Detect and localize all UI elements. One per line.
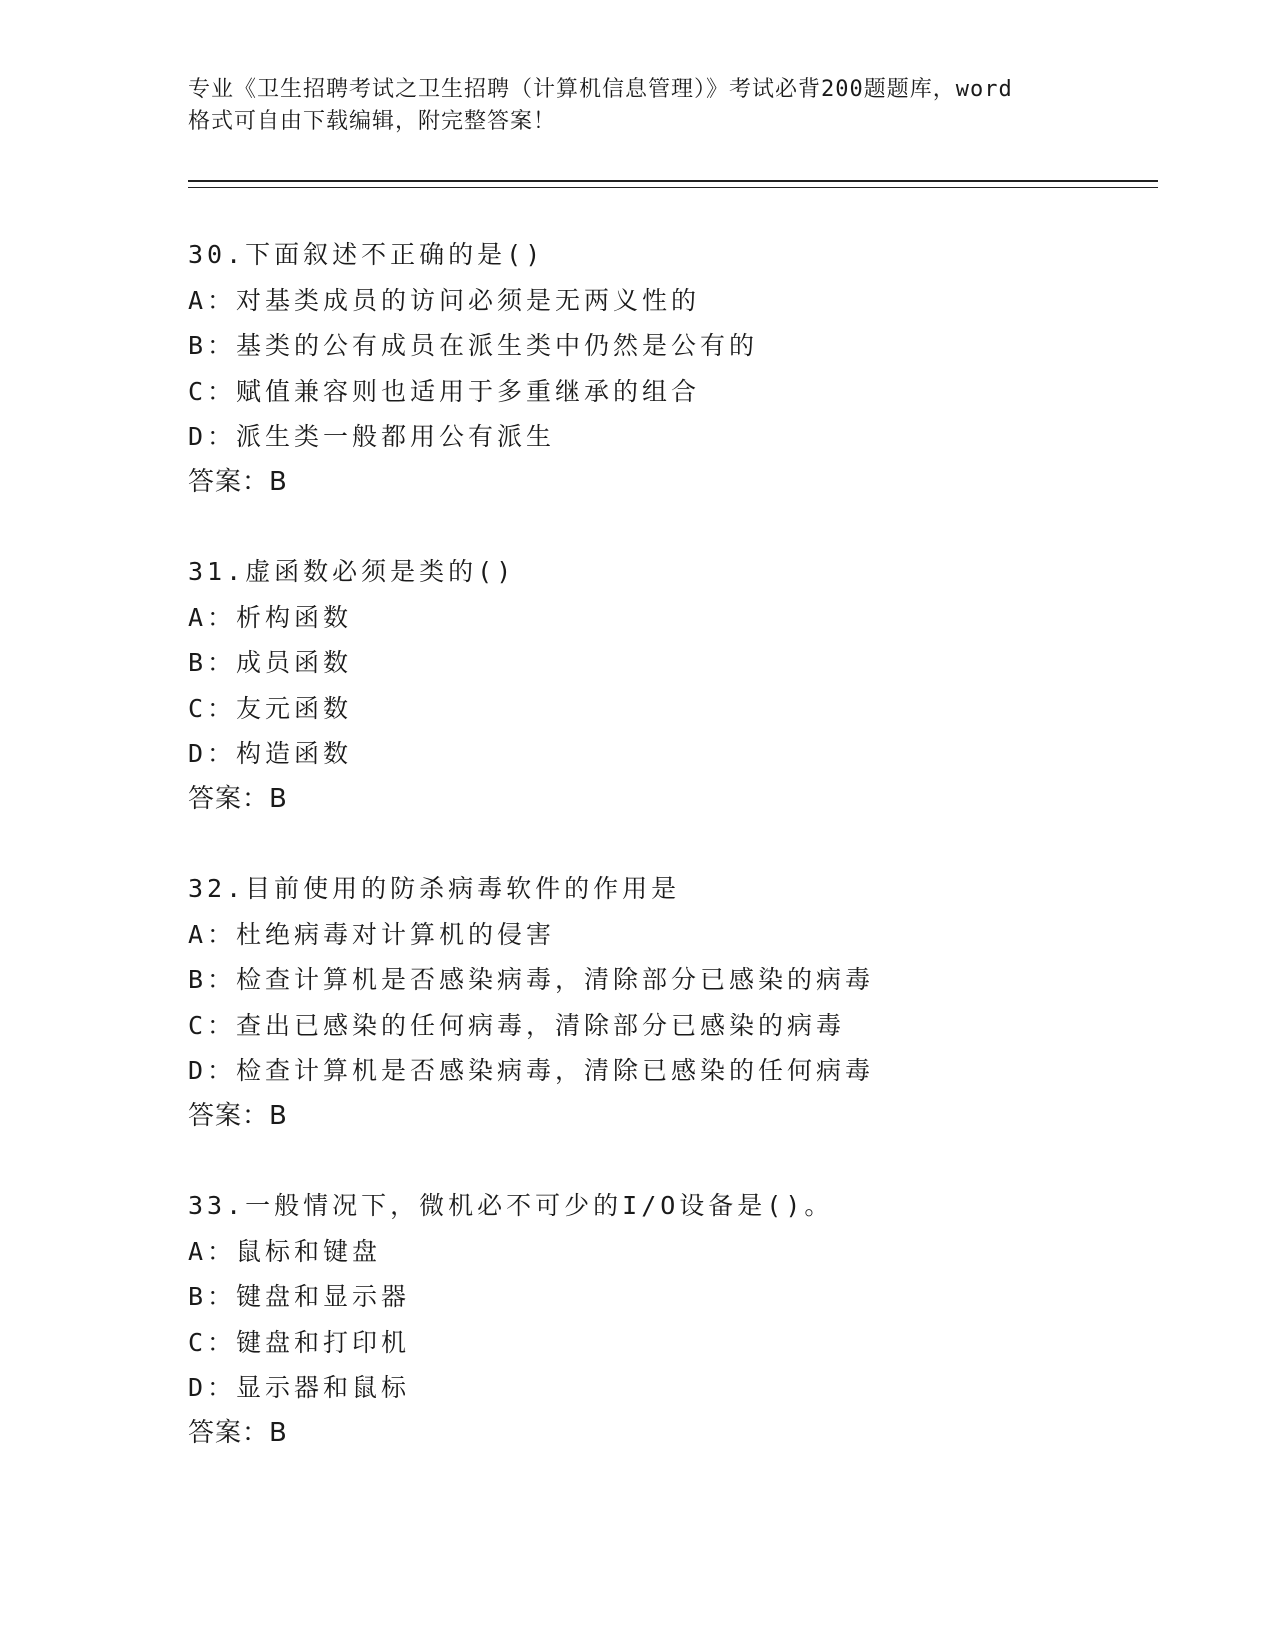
option-d: D：检查计算机是否感染病毒，清除已感染的任何病毒	[188, 1056, 875, 1086]
answer-line: 答案：B	[188, 783, 288, 814]
answer-line: 答案：B	[188, 466, 288, 497]
answer-line: 答案：B	[188, 1100, 288, 1131]
option-a: A：鼠标和键盘	[188, 1236, 382, 1266]
header-line-1: 专业《卫生招聘考试之卫生招聘（计算机信息管理）》考试必背200题题库，word	[188, 77, 1013, 102]
option-a: A：杜绝病毒对计算机的侵害	[188, 919, 556, 949]
question-stem: 30.下面叙述不正确的是()	[188, 240, 545, 269]
question-block	[188, 866, 1148, 1140]
option-d: D：显示器和鼠标	[188, 1373, 411, 1403]
header-divider	[188, 180, 1158, 188]
option-b: B：成员函数	[188, 648, 353, 678]
option-a: A：析构函数	[188, 602, 353, 632]
question-block	[188, 549, 1148, 823]
document-header	[188, 74, 1088, 138]
option-b: B：基类的公有成员在派生类中仍然是公有的	[188, 331, 759, 361]
question-stem: 32.目前使用的防杀病毒软件的作用是	[188, 874, 681, 903]
answer-line: 答案：B	[188, 1417, 288, 1448]
question-stem: 33.一般情况下，微机必不可少的I/O设备是()。	[188, 1191, 834, 1220]
option-c: C：赋值兼容则也适用于多重继承的组合	[188, 376, 701, 406]
option-c: C：友元函数	[188, 693, 353, 723]
question-stem: 31.虚函数必须是类的()	[188, 557, 516, 586]
option-d: D：派生类一般都用公有派生	[188, 422, 556, 452]
option-c: C：查出已感染的任何病毒，清除部分已感染的病毒	[188, 1010, 846, 1040]
option-b: B：检查计算机是否感染病毒，清除部分已感染的病毒	[188, 965, 875, 995]
option-d: D：构造函数	[188, 739, 353, 769]
question-block	[188, 1183, 1148, 1457]
header-line-2: 格式可自由下载编辑，附完整答案！	[188, 109, 557, 134]
option-c: C：键盘和打印机	[188, 1327, 411, 1357]
option-b: B：键盘和显示器	[188, 1282, 411, 1312]
option-a: A：对基类成员的访问必须是无两义性的	[188, 285, 701, 315]
question-block	[188, 232, 1148, 506]
